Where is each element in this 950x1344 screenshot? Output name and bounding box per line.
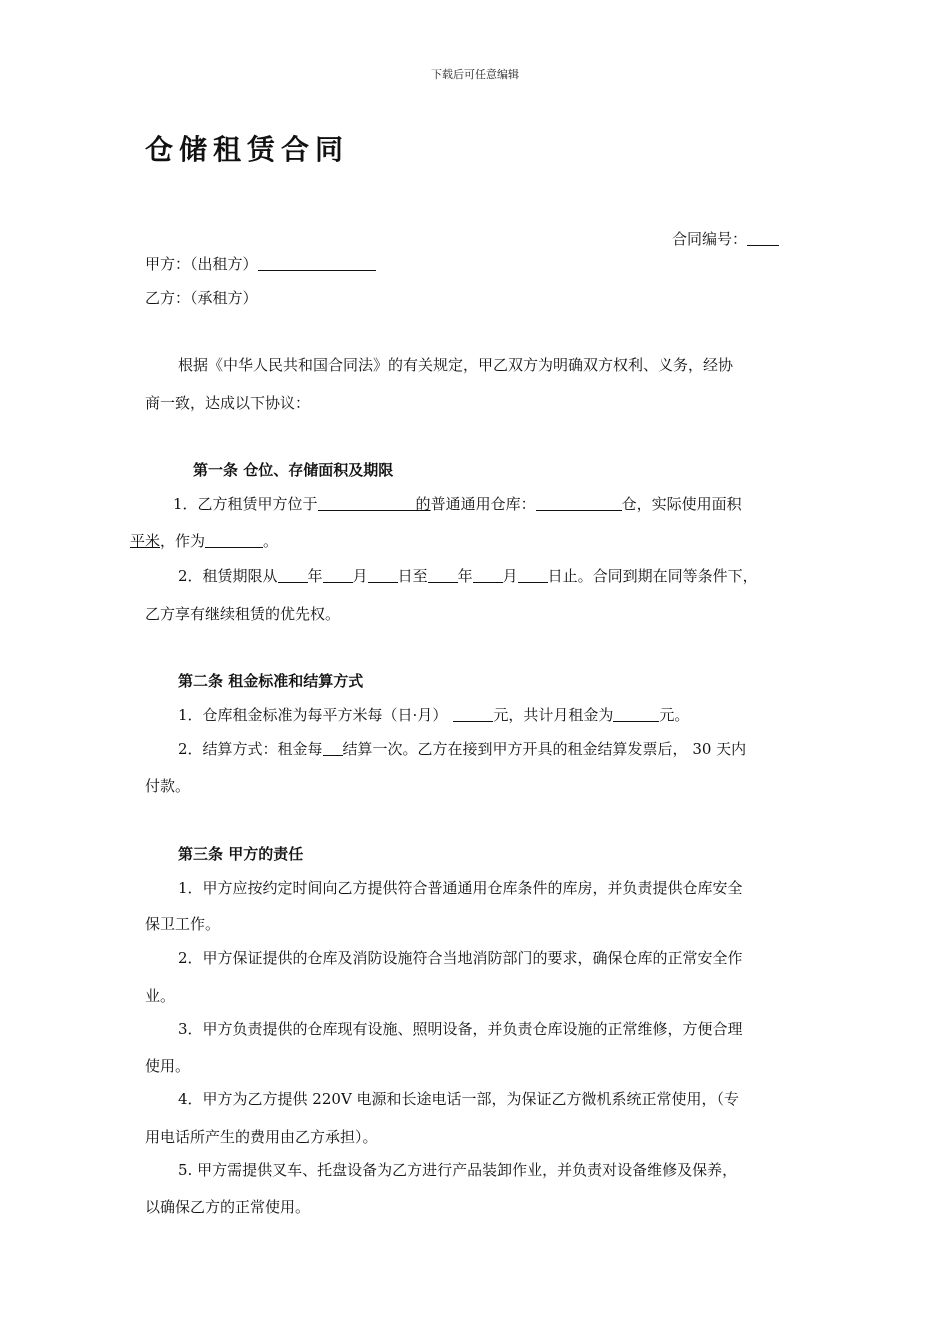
month-label: 月 (352, 567, 368, 585)
party-b-label: 乙方：（承租方） (145, 289, 258, 307)
rate-blank (453, 706, 493, 722)
section-1-item-2-line2: 乙方享有继续租赁的优先权。 (145, 605, 341, 623)
item-text: 日止。合同到期在同等条件下， (547, 567, 758, 585)
item-text: 结算一次。乙方在接到甲方开具的租金结算发票后， 30 天内 (342, 740, 747, 758)
area-unit: 平米 (130, 532, 161, 550)
date-blank (323, 567, 353, 583)
section-3-item-1-line2: 保卫工作。 (145, 915, 221, 933)
section-1-heading: 第一条 仓位、存储面积及期限 (193, 461, 394, 479)
date-blank (473, 567, 503, 583)
page-header: 下载后可任意编辑 (431, 68, 519, 81)
location-blank (318, 495, 416, 511)
item-text: 普通通用仓库： (430, 495, 536, 513)
section-2-heading: 第二条 租金标准和结算方式 (178, 672, 364, 690)
document-title: 仓储租赁合同 (145, 133, 350, 166)
year-label: 年 (307, 567, 323, 585)
date-blank (428, 567, 458, 583)
section-3-item-5: 5. 甲方需提供叉车、托盘设备为乙方进行产品装卸作业，并负责对设备维修及保养， (178, 1161, 738, 1179)
item-text: 2．结算方式：租金每 (178, 740, 323, 758)
date-blank (368, 567, 398, 583)
item-text: 元，共计月租金为 (493, 706, 614, 724)
intro-paragraph-line1: 根据《中华人民共和国合同法》的有关规定，甲乙双方为明确双方权利、义务，经协 (178, 356, 734, 374)
section-3-heading: 第三条 甲方的责任 (178, 845, 304, 863)
section-3-item-2-line2: 业。 (145, 987, 176, 1005)
item-text: 元。 (659, 706, 690, 724)
item-text: 1．乙方租赁甲方位于 (173, 495, 318, 513)
warehouse-blank (536, 495, 622, 511)
contract-number-label: 合同编号： (672, 230, 748, 248)
party-a-blank (258, 255, 376, 271)
intro-paragraph-line2: 商一致，达成以下协议： (145, 394, 311, 412)
section-3-item-3-line2: 使用。 (145, 1057, 191, 1075)
item-text: 仓，实际使用面积 (621, 495, 742, 513)
period-blank (323, 740, 343, 756)
section-2-item-2 (178, 738, 746, 759)
party-a-label: 甲方：（出租方） (145, 255, 258, 273)
date-blank (278, 567, 308, 583)
section-3-item-5-line2: 以确保乙方的正常使用。 (145, 1198, 311, 1216)
section-2-item-1 (178, 704, 689, 725)
item-text-underlined: 的 (415, 495, 431, 513)
section-3-item-1: 1．甲方应按约定时间向乙方提供符合普通通用仓库条件的库房，并负责提供仓库安全 (178, 879, 743, 897)
party-a-line (145, 253, 376, 274)
contract-number-blank (747, 230, 779, 246)
section-3-item-4: 4．甲方为乙方提供 220V 电源和长途电话一部，为保证乙方微机系统正常使用，（专 (178, 1090, 740, 1108)
item-text: ，作为 (160, 532, 206, 550)
section-2-item-2-line2: 付款。 (145, 777, 191, 795)
date-blank (518, 567, 548, 583)
section-1-item-2 (178, 565, 758, 586)
section-1-item-1-line2 (130, 530, 278, 551)
item-text: 1．仓库租金标准为每平方米每（日·月） (178, 706, 448, 724)
year-label: 年 (457, 567, 473, 585)
month-label: 月 (502, 567, 518, 585)
monthly-rent-blank (613, 706, 659, 722)
section-3-item-2: 2．甲方保证提供的仓库及消防设施符合当地消防部门的要求，确保仓库的正常安全作 (178, 949, 743, 967)
item-text: 2．租赁期限从 (178, 567, 278, 585)
section-3-item-4-line2: 用电话所产生的费用由乙方承担）。 (145, 1128, 378, 1146)
item-text: 。 (263, 532, 279, 550)
section-1-item-1 (173, 493, 742, 514)
day-to-label: 日至 (397, 567, 428, 585)
section-3-item-3: 3．甲方负责提供的仓库现有设施、照明设备，并负责仓库设施的正常维修，方便合理 (178, 1020, 743, 1038)
purpose-blank (205, 532, 263, 548)
contract-number-line (672, 228, 779, 249)
